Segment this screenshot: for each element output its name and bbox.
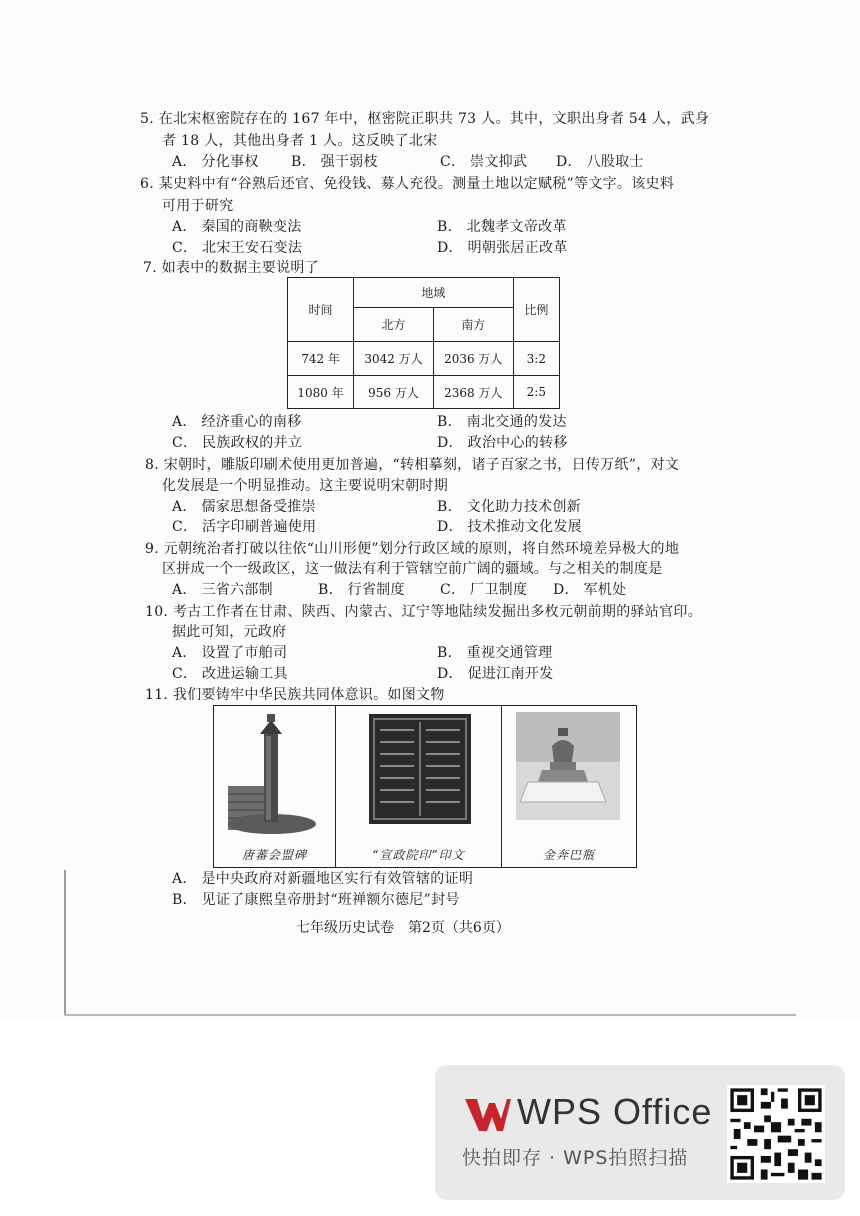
table-cell-year: 742 年: [288, 342, 354, 376]
artifact-caption-stele: 唐蕃会盟碑: [241, 848, 307, 862]
q11-stem: 11. 我们要铸牢中华民族共同体意识。如图文物: [145, 687, 445, 703]
q11-option-a: A． 是中央政府对新疆地区实行有效管辖的证明: [172, 871, 474, 887]
vase-image: [502, 706, 636, 841]
q8-stem-line1: 8. 宋朝时，雕版印刷术使用更加普遍，“转相摹刻，诸子百家之书，日传万纸”，对文: [145, 457, 680, 473]
q8-option-d: D． 技术推动文化发展: [437, 519, 582, 535]
q9-option-a: A． 三省六部制: [172, 582, 273, 598]
q6-option-b: B． 北魏孝文帝改革: [437, 219, 567, 235]
table-subheader-south: 南方: [433, 308, 513, 342]
scan-edge-left: [64, 870, 66, 1015]
table-cell-south: 2036 万人: [433, 342, 513, 376]
q6-option-c: C． 北宋王安石变法: [172, 240, 303, 256]
q6-stem-line2: 可用于研究: [162, 198, 234, 214]
q5-option-a: A． 分化事权: [172, 154, 259, 170]
table-cell-south: 2368 万人: [433, 376, 513, 409]
q5-stem-line1: 5. 在北宋枢密院存在的 167 年中，枢密院正职共 73 人。其中，文职出身者 54 人，武身: [140, 111, 710, 127]
wps-logo-icon: [463, 1095, 513, 1135]
table-header-region: 地域: [354, 278, 514, 308]
artifact-xuanzheng-seal: [336, 706, 502, 867]
q8-option-c: C． 活字印刷普遍使用: [172, 519, 317, 535]
qr-code-icon: [727, 1085, 825, 1183]
q7-stem: 7. 如表中的数据主要说明了: [143, 260, 320, 276]
table-subheader-north: 北方: [354, 308, 434, 342]
stele-image: [214, 706, 335, 841]
artifact-tang-tibet-stele: [214, 706, 336, 867]
q9-stem-line2: 区拼成一个一级政区，这一做法有利于管辖空前广阔的疆域。与之相关的制度是: [162, 561, 663, 577]
q6-option-d: D． 明朝张居正改革: [437, 240, 568, 256]
q9-option-d: D． 军机处: [553, 582, 627, 598]
scan-edge-bottom: [64, 1014, 796, 1016]
q5-option-b: B． 强干弱枝: [291, 154, 378, 170]
table-cell-north: 3042 万人: [354, 342, 434, 376]
q7-option-a: A． 经济重心的南移: [172, 414, 302, 430]
q6-option-a: A． 秦国的商鞅变法: [172, 219, 302, 235]
artifact-caption-vase: 金奔巴瓶: [542, 848, 595, 862]
q10-option-a: A． 设置了市舶司: [172, 645, 288, 661]
q11-option-b: B． 见证了康熙皇帝册封“班禅额尔德尼”封号: [172, 892, 460, 908]
q5-option-c: C． 崇文抑武: [440, 154, 528, 170]
table-cell-year: 1080 年: [288, 376, 354, 409]
q7-option-c: C． 民族政权的并立: [172, 435, 303, 451]
table-header-ratio: 比例: [513, 278, 559, 342]
q10-stem-line2: 据此可知，元政府: [172, 624, 287, 640]
q8-stem-line2: 化发展是一个明显推动。这主要说明宋朝时期: [162, 478, 448, 494]
page-footer: 七年级历史试卷 第2页（共6页）: [296, 920, 510, 936]
table-row: [288, 376, 560, 409]
artifact-caption-seal: “宣政院印”印文: [372, 848, 465, 862]
q7-option-b: B． 南北交通的发达: [437, 414, 567, 430]
table-row: [288, 342, 560, 376]
table-cell-ratio: 2:5: [513, 376, 559, 409]
table-header-time: 时间: [288, 278, 354, 342]
wps-watermark: [435, 1065, 845, 1200]
table-cell-ratio: 3:2: [513, 342, 559, 376]
artifact-figure: [213, 705, 637, 868]
q6-stem-line1: 6. 某史料中有“谷熟后还官、免役钱、募人充役。测量土地以定赋税”等文字。该史料: [140, 176, 675, 192]
q10-stem-line1: 10. 考古工作者在甘肃、陕西、内蒙古、辽宁等地陆续发掘出多枚元朝前期的驿站官印。: [145, 604, 703, 620]
q5-stem-line2: 者 18 人，其他出身者 1 人。这反映了北宋: [162, 133, 438, 149]
table-cell-north: 956 万人: [354, 376, 434, 409]
q7-option-d: D． 政治中心的转移: [437, 435, 568, 451]
wps-brand-text: WPS Office: [517, 1091, 713, 1132]
q8-option-a: A． 儒家思想备受推崇: [172, 499, 316, 515]
q5-option-d: D． 八股取士: [556, 154, 644, 170]
q10-option-c: C． 改进运输工具: [172, 666, 288, 682]
q9-stem-line1: 9. 元朝统治者打破以往依“山川形便”划分行政区域的原则，将自然环境差异极大的地: [145, 541, 680, 557]
q8-option-b: B． 文化助力技术创新: [437, 499, 582, 515]
seal-image: [336, 706, 501, 841]
q10-option-d: D． 促进江南开发: [437, 666, 554, 682]
artifact-golden-vase: [502, 706, 636, 867]
q9-option-b: B． 行省制度: [318, 582, 405, 598]
q9-option-c: C． 厂卫制度: [440, 582, 528, 598]
population-table: [287, 277, 560, 409]
wps-slogan: 快拍即存 · WPS拍照扫描: [462, 1147, 689, 1169]
q10-option-b: B． 重视交通管理: [437, 645, 553, 661]
